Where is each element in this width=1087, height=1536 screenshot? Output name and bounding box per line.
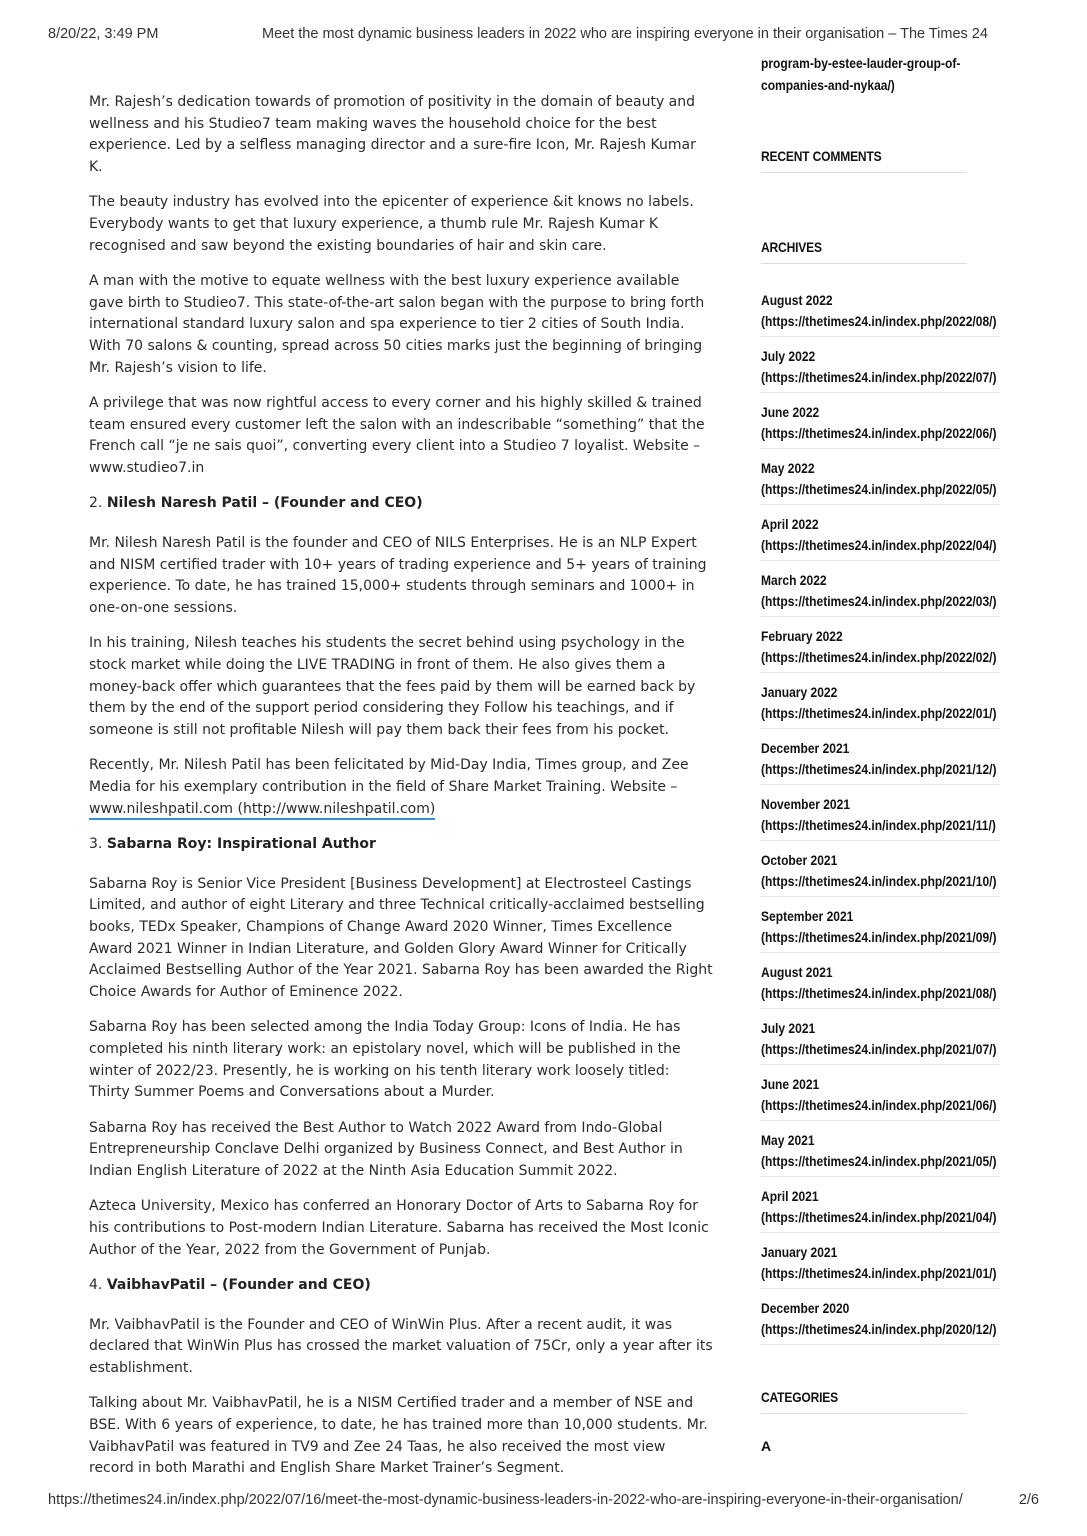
categories-title: CATEGORIES	[761, 1389, 967, 1414]
archive-url[interactable]: (https://thetimes24.in/index.php/2021/07/)	[761, 1041, 997, 1057]
archive-month[interactable]: May 2021	[761, 1132, 815, 1148]
paragraph: A privilege that was now rightful access to every corner and his highly skilled & trained team ensured every customer left the salon with an indescribable “something” that the French call “je ne sais quoi”, converting every client into a Studieo 7 loyalist. Website – www.studieo7.in	[89, 394, 705, 477]
paragraph	[89, 755, 713, 820]
archive-url[interactable]: (https://thetimes24.in/index.php/2021/06/)	[761, 1097, 997, 1113]
archive-item[interactable]	[761, 1186, 1000, 1233]
archive-month[interactable]: September 2021	[761, 908, 854, 924]
paragraph: The beauty industry has evolved into the epicenter of experience &it knows no labels. Everybody wants to get that luxury experience, a thumb rule Mr. Rajesh Kumar K recognised and saw beyond the existing boundaries of hair and skin care.	[89, 194, 694, 254]
archive-item[interactable]	[761, 626, 1000, 673]
archive-item[interactable]	[761, 514, 1000, 561]
archive-item[interactable]	[761, 794, 1000, 841]
archive-url[interactable]: (https://thetimes24.in/index.php/2021/05/)	[761, 1153, 997, 1169]
print-page-title: Meet the most dynamic business leaders in 2022 who are inspiring everyone in their organisation – The Times 24	[262, 26, 988, 42]
paragraph-text: Recently, Mr. Nilesh Patil has been felicitated by Mid-Day India, Times group, and Zee Media for his exemplary contribution in the field of Share Market Training. Website –	[89, 757, 689, 795]
paragraph: Mr. Rajesh’s dedication towards of promotion of positivity in the domain of beauty and wellness and his Studieo7 team making waves the household choice for the best experience. Led by a selfless managing director and a sure-fire Icon, Mr. Rajesh Kumar K.	[89, 94, 696, 176]
archive-month[interactable]: December 2021	[761, 740, 850, 756]
archive-url[interactable]: (https://thetimes24.in/index.php/2022/05/)	[761, 481, 997, 497]
archive-url[interactable]: (https://thetimes24.in/index.php/2021/12/)	[761, 761, 997, 777]
archive-url[interactable]: (https://thetimes24.in/index.php/2022/06/)	[761, 425, 997, 441]
archive-item[interactable]	[761, 290, 1000, 337]
archive-url[interactable]: (https://thetimes24.in/index.php/2022/03/)	[761, 593, 997, 609]
archive-url[interactable]: (https://thetimes24.in/index.php/2022/04/)	[761, 537, 997, 553]
heading-text: Sabarna Roy: Inspirational Author	[106, 835, 376, 852]
recent-comments-title: RECENT COMMENTS	[761, 148, 967, 173]
article-body	[89, 92, 713, 1493]
archive-month[interactable]: June 2021	[761, 1076, 820, 1092]
archive-month[interactable]: July 2021	[761, 1020, 816, 1036]
archive-item[interactable]	[761, 850, 1000, 897]
section-heading	[89, 1275, 713, 1297]
paragraph: In his training, Nilesh teaches his students the secret behind using psychology in the stock market while doing the LIVE TRADING in front of them. He also gives them a money-back offer which guarantees that the fees paid by them will be earned back by them by the end of the support period considering they Follow his teachings, and if someone is still not profitable Nilesh will pay them back their fees from his pocket.	[89, 635, 696, 739]
archive-url[interactable]: (https://thetimes24.in/index.php/2021/08/)	[761, 985, 997, 1001]
paragraph: Sabarna Roy is Senior Vice President [Business Development] at Electrosteel Castings Limited, and author of eight Literary and three Technical critically-acclaimed bestselling books, TEDx Speaker, Champions of Change Award 2020 Winner, Times Excellence Award 2021 Winner in Indian Literature, and Golden Glory Award Winner for Critically Acclaimed Bestselling Author of the Year 2021. Sabarna Roy has been awarded the Right Choice Awards for Author of Eminence 2022.	[89, 875, 713, 1001]
archive-url[interactable]: (https://thetimes24.in/index.php/2022/07/)	[761, 369, 997, 385]
paragraph: Mr. Nilesh Naresh Patil is the founder and CEO of NILS Enterprises. He is an NLP Expert and NISM certified trader with 10+ years of trading experience and 5+ years of training experience. To date, he has trained 15,000+ students through seminars and 1000+ in one-on-one sessions.	[89, 534, 707, 617]
print-header	[48, 26, 1047, 46]
heading-text: VaibhavPatil – (Founder and CEO)	[106, 1276, 371, 1293]
paragraph: Azteca University, Mexico has conferred an Honorary Doctor of Arts to Sabarna Roy for his contributions to Post-modern Indian Literature. Sabarna has received the Most Iconic Author of the Year, 2022 from the Government of Punjab.	[89, 1198, 709, 1258]
paragraph: Mr. VaibhavPatil is the Founder and CEO of WinWin Plus. After a recent audit, it was declared that WinWin Plus has crossed the market valuation of 75Cr, only a year after its establishment.	[89, 1316, 713, 1376]
sidebar	[761, 52, 1051, 1454]
archive-url[interactable]: (https://thetimes24.in/index.php/2021/09/)	[761, 929, 997, 945]
archive-url[interactable]: (https://thetimes24.in/index.php/2021/10/)	[761, 873, 997, 889]
archive-list	[761, 290, 1051, 1345]
sidebar-link-continued[interactable]: program-by-estee-lauder-group-of-	[761, 55, 961, 71]
archive-item[interactable]	[761, 402, 1000, 449]
paragraph: Sabarna Roy has received the Best Author to Watch 2022 Award from Indo-Global Entrepreneurship Conclave Delhi organized by Business Connect, and Best Author in Indian English Literature of 2022 at the Ninth Asia Education Summit 2022.	[89, 1119, 683, 1180]
page-number: 2/6	[1018, 1492, 1039, 1508]
heading-number: 2.	[89, 495, 107, 512]
archive-url[interactable]: (https://thetimes24.in/index.php/2021/11/)	[761, 817, 996, 833]
archive-item[interactable]	[761, 962, 1000, 1009]
archive-month[interactable]: December 2020	[761, 1300, 850, 1316]
paragraph: Talking about Mr. VaibhavPatil, he is a NISM Certified trader and a member of NSE and BSE. With 6 years of experience, to date, he has trained more than 10,000 students. Mr. VaibhavPatil was featured in TV9 and Zee 24 Taas, he also received the most view record in both Marathi and English Share Market Trainer’s Segment.	[89, 1395, 708, 1477]
heading-text: Nilesh Naresh Patil – (Founder and CEO)	[106, 495, 423, 512]
archive-url[interactable]: (https://thetimes24.in/index.php/2021/04/)	[761, 1209, 997, 1225]
sidebar-link-continued[interactable]: companies-and-nykaa/)	[761, 77, 895, 93]
archive-url[interactable]: (https://thetimes24.in/index.php/2020/12/)	[761, 1321, 997, 1337]
archive-item[interactable]	[761, 570, 1000, 617]
paragraph: Sabarna Roy has been selected among the India Today Group: Icons of India. He has completed his ninth literary work: an epistolary novel, which will be published in the winter of 2022/23. Presently, he is working on his tenth literary work loosely titled: Thirty Summer Poems and Conversations about a Murder.	[89, 1019, 681, 1101]
section-heading	[89, 493, 713, 515]
archive-item[interactable]	[761, 1074, 1000, 1121]
print-date: 8/20/22, 3:49 PM	[48, 26, 159, 42]
archive-month[interactable]: May 2022	[761, 460, 815, 476]
archive-item[interactable]	[761, 1242, 1000, 1289]
category-letter: A	[761, 1438, 772, 1454]
paragraph: A man with the motive to equate wellness with the best luxury experience available gave birth to Studieo7. This state-of-the-art salon began with the purpose to bring forth international standard luxury salon and spa experience to tier 2 cities of South India. With 70 salons & counting, spread across 50 cities marks just the beginning of bringing Mr. Rajesh’s vision to life.	[89, 272, 705, 376]
archive-month[interactable]: October 2021	[761, 852, 838, 868]
archive-month[interactable]: March 2022	[761, 572, 827, 588]
section-heading	[89, 834, 713, 856]
archive-item[interactable]	[761, 346, 1000, 393]
archive-url[interactable]: (https://thetimes24.in/index.php/2022/01/)	[761, 705, 997, 721]
archive-item[interactable]	[761, 1130, 1000, 1177]
archive-month[interactable]: April 2022	[761, 516, 819, 532]
website-link[interactable]: www.nileshpatil.com (http://www.nileshpatil.com)	[89, 801, 435, 820]
archive-month[interactable]: February 2022	[761, 628, 843, 644]
archive-month[interactable]: August 2022	[761, 292, 833, 308]
print-footer	[48, 1492, 1047, 1512]
archive-item[interactable]	[761, 458, 1000, 505]
archive-item[interactable]	[761, 906, 1000, 953]
print-url: https://thetimes24.in/index.php/2022/07/16/meet-the-most-dynamic-business-leaders-in-2022-who-are-inspiring-everyone-in-their-organisation/	[48, 1492, 963, 1508]
archive-item[interactable]	[761, 738, 1000, 785]
archives-title: ARCHIVES	[761, 239, 967, 264]
archive-month[interactable]: November 2021	[761, 796, 851, 812]
archive-url[interactable]: (https://thetimes24.in/index.php/2022/02/)	[761, 649, 997, 665]
archive-url[interactable]: (https://thetimes24.in/index.php/2022/08/)	[761, 313, 997, 329]
heading-number: 4.	[89, 1276, 107, 1293]
archive-month[interactable]: January 2021	[761, 1244, 838, 1260]
archive-url[interactable]: (https://thetimes24.in/index.php/2021/01/)	[761, 1265, 997, 1281]
archive-month[interactable]: January 2022	[761, 684, 838, 700]
archive-item[interactable]	[761, 682, 1000, 729]
archive-month[interactable]: April 2021	[761, 1188, 819, 1204]
archive-item[interactable]	[761, 1018, 1000, 1065]
archive-item[interactable]	[761, 1298, 1000, 1345]
archive-month[interactable]: June 2022	[761, 404, 820, 420]
archive-month[interactable]: July 2022	[761, 348, 816, 364]
archive-month[interactable]: August 2021	[761, 964, 833, 980]
heading-number: 3.	[89, 835, 107, 852]
